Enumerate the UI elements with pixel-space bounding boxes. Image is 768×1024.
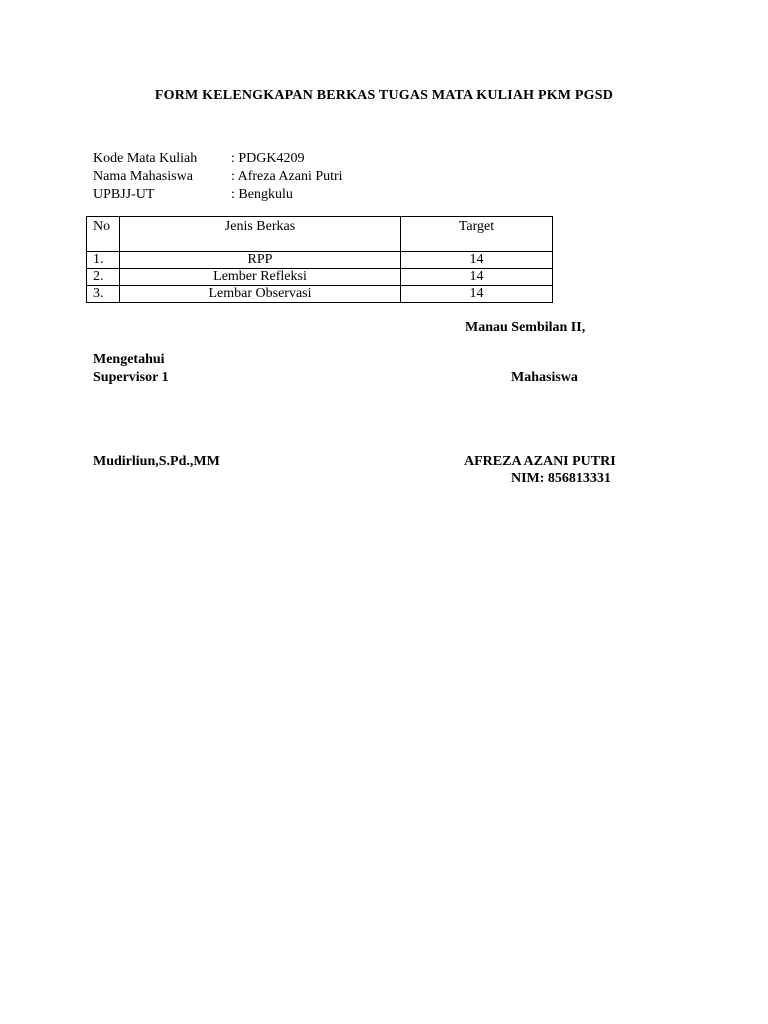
course-info bbox=[93, 150, 343, 204]
student-nim: NIM: 856813331 bbox=[511, 471, 611, 486]
acknowledge-label: Mengetahui bbox=[93, 352, 165, 367]
table-row bbox=[87, 252, 553, 269]
info-value: : Afreza Azani Putri bbox=[231, 169, 343, 184]
cell-file-type: Lember Refleksi bbox=[120, 269, 401, 286]
info-label: Kode Mata Kuliah bbox=[93, 151, 198, 166]
student-name: AFREZA AZANI PUTRI bbox=[464, 454, 616, 469]
student-role: Mahasiswa bbox=[511, 370, 578, 385]
files-table bbox=[86, 216, 553, 303]
cell-target: 14 bbox=[401, 252, 553, 269]
cell-file-type: RPP bbox=[120, 252, 401, 269]
info-value: : PDGK4209 bbox=[231, 151, 305, 166]
info-row-upbjj bbox=[93, 186, 343, 204]
cell-no: 3. bbox=[87, 286, 120, 303]
cell-target: 14 bbox=[401, 269, 553, 286]
place-date: Manau Sembilan II, bbox=[465, 320, 586, 335]
document-title: FORM KELENGKAPAN BERKAS TUGAS MATA KULIAH PKM PGSD bbox=[154, 88, 614, 103]
info-label: Nama Mahasiswa bbox=[93, 169, 193, 184]
info-label: UPBJJ-UT bbox=[93, 187, 155, 202]
supervisor-role: Supervisor 1 bbox=[93, 370, 169, 385]
supervisor-name: Mudirliun,S.Pd.,MM bbox=[93, 454, 220, 469]
header-target: Target bbox=[401, 217, 553, 252]
cell-target: 14 bbox=[401, 286, 553, 303]
table-header-row bbox=[87, 217, 553, 252]
table-row bbox=[87, 286, 553, 303]
info-value: : Bengkulu bbox=[231, 187, 293, 202]
header-no: No bbox=[87, 217, 120, 252]
info-row-student-name bbox=[93, 168, 343, 186]
info-row-course-code bbox=[93, 150, 343, 168]
table-row bbox=[87, 269, 553, 286]
cell-no: 2. bbox=[87, 269, 120, 286]
cell-no: 1. bbox=[87, 252, 120, 269]
header-file-type: Jenis Berkas bbox=[120, 217, 401, 252]
cell-file-type: Lembar Observasi bbox=[120, 286, 401, 303]
